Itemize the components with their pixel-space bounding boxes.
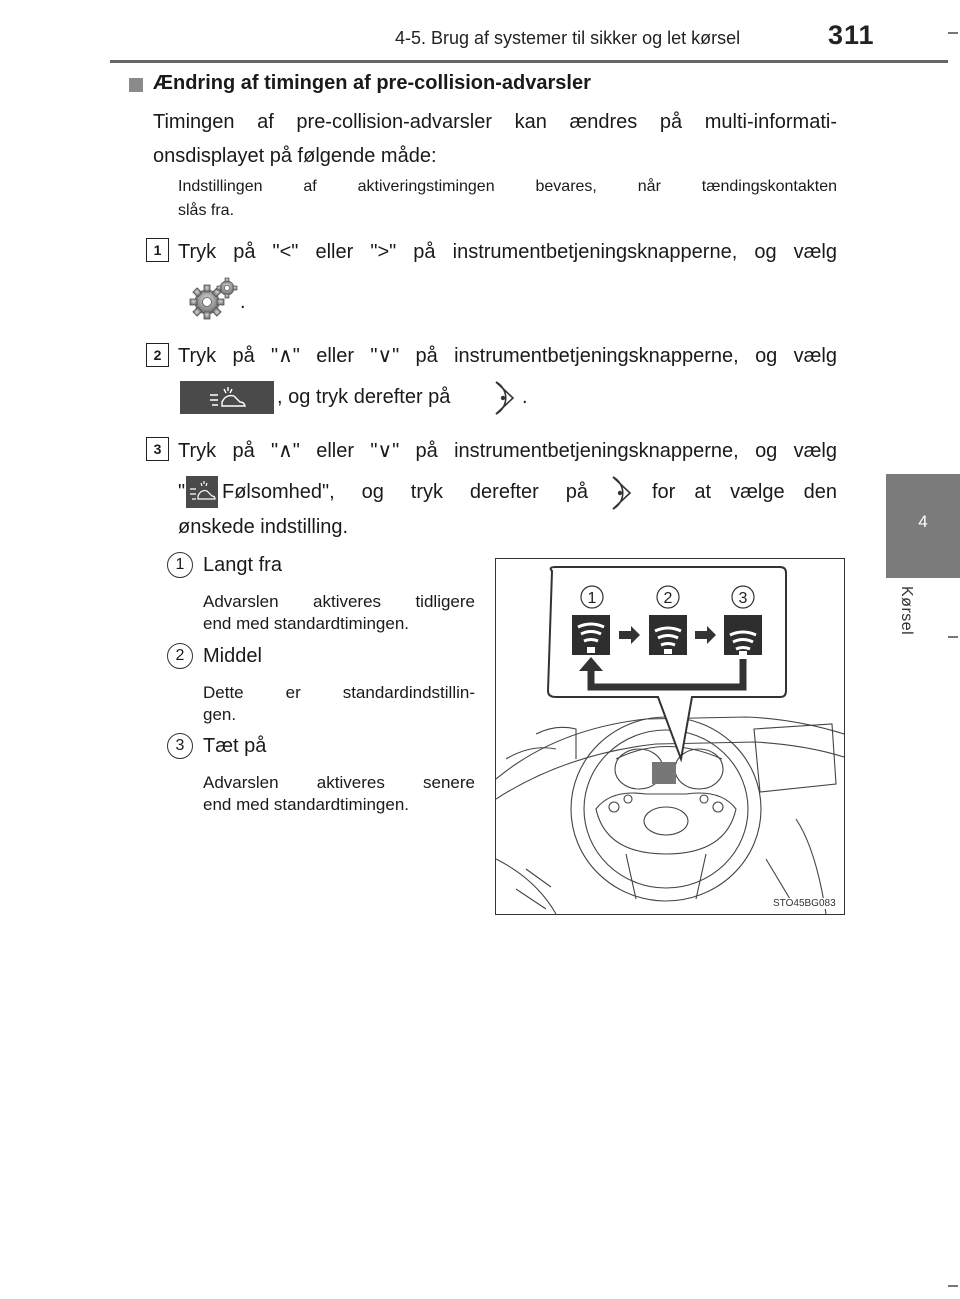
settings-gears-icon — [186, 276, 240, 329]
option-title: Tæt på — [203, 735, 267, 757]
note-line-2: slås fra. — [178, 202, 235, 219]
step-3-line-2a: " — [178, 481, 186, 503]
step-1-line-2: . — [240, 291, 246, 313]
option-description — [203, 591, 475, 635]
section-heading: Ændring af timingen af pre-collision-advarsler — [153, 72, 591, 94]
step-number-badge: 2 — [146, 343, 169, 367]
step-number-badge: 3 — [146, 437, 169, 461]
option-desc-line-1: Advarslen aktiveres tidligere — [203, 592, 475, 611]
option-description — [203, 772, 475, 816]
step-1-line-1: Tryk på "<" eller ">" på instrumentbetjeningsknapperne, og vælg — [178, 241, 837, 263]
option-number-circle: 2 — [167, 643, 193, 669]
note — [178, 175, 837, 223]
step-number-badge: 1 — [146, 238, 169, 262]
crop-mark — [948, 32, 958, 34]
pre-collision-display-icon — [186, 476, 218, 513]
page-number: 311 — [828, 20, 875, 50]
chapter-tab-label: Kørsel — [898, 586, 915, 636]
step-3-line-2b: Følsomhed", og tryk derefter på — [222, 481, 588, 503]
figure-label: 2 — [663, 590, 673, 607]
step-3-line-3: ønskede indstilling. — [178, 516, 349, 538]
chapter-title: 4-5. Brug af systemer til sikker og let kørsel — [395, 28, 741, 48]
header-rule — [110, 60, 948, 63]
steering-wheel-illustration — [496, 559, 844, 914]
pre-collision-display-icon — [180, 381, 274, 419]
option-desc-line-1: Dette er standardindstillin- — [203, 683, 475, 702]
step-3-line-1: Tryk på "∧" eller "∨" på instrumentbetjeningsknapperne, og vælg — [178, 440, 837, 462]
crop-mark — [948, 1285, 958, 1287]
option-desc-line-2: gen. — [203, 705, 237, 724]
option-title: Langt fra — [203, 554, 282, 576]
option-description — [203, 682, 475, 726]
step-2-line-1: Tryk på "∧" eller "∨" på instrumentbetjeningsknapperne, og vælg — [178, 345, 837, 367]
chapter-tab-number: 4 — [918, 512, 928, 531]
heading-bullet-icon — [129, 78, 143, 92]
enter-button-icon — [600, 473, 640, 518]
illustration-box — [495, 558, 845, 915]
figure-label: 1 — [587, 590, 597, 607]
option-number-circle: 1 — [167, 552, 193, 578]
note-line-1: Indstillingen af aktiveringstimingen bevares, når tændingskontakten — [178, 178, 837, 195]
step-2-line-2a: , og tryk derefter på — [277, 386, 451, 408]
option-title: Middel — [203, 645, 262, 667]
step-3-line-2c: for at vælge den — [652, 481, 837, 503]
option-desc-line-1: Advarslen aktiveres senere — [203, 773, 475, 792]
step-2-line-2b: . — [522, 386, 528, 408]
option-number-circle: 3 — [167, 733, 193, 759]
option-desc-line-2: end med standardtimingen. — [203, 614, 410, 633]
crop-mark — [948, 636, 958, 638]
enter-button-icon — [483, 378, 523, 423]
intro-line-2: onsdisplayet på følgende måde: — [153, 145, 437, 167]
option-desc-line-2: end med standardtimingen. — [203, 795, 410, 814]
figure-caption: STO45BG083 — [773, 898, 836, 909]
figure-label: 3 — [738, 590, 748, 607]
intro-line-1: Timingen af pre-collision-advarsler kan ændres på multi-informati- — [153, 111, 837, 133]
